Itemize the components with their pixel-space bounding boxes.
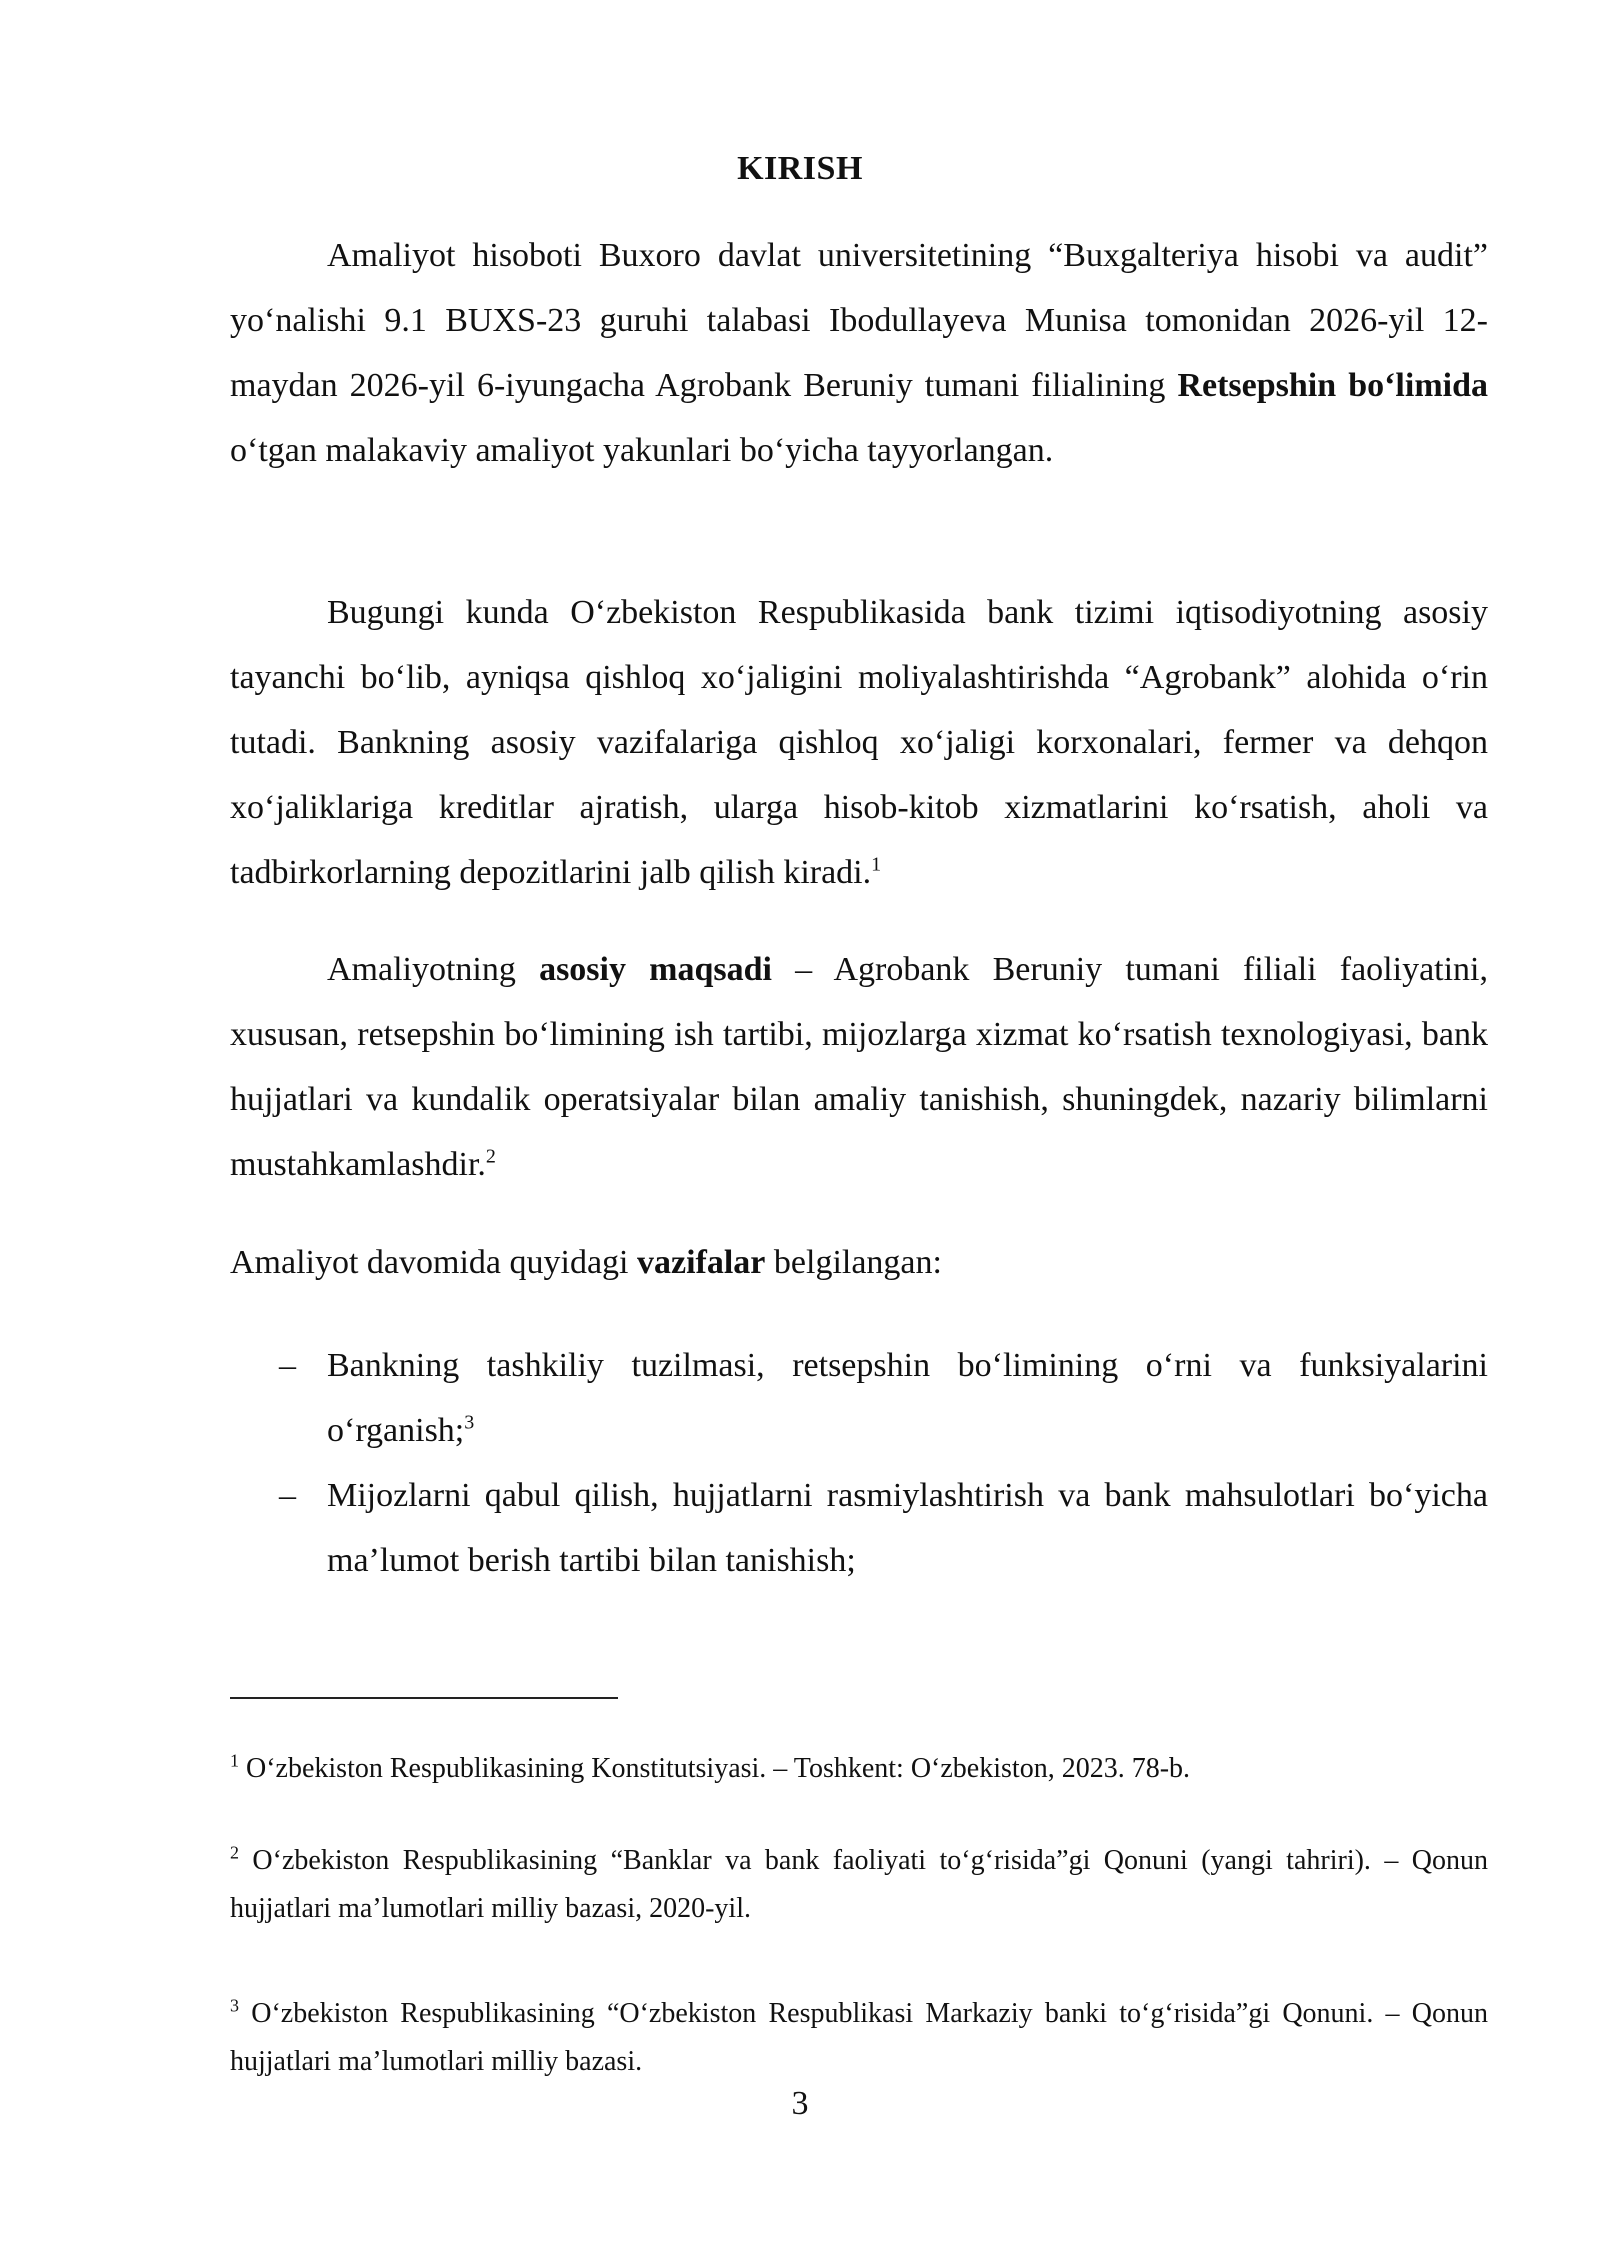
footnote-reference[interactable]: 2 <box>485 1145 496 1168</box>
page-number: 3 <box>791 2085 809 2122</box>
list-item-text: Mijozlarni qabul qilish, hujjatlarni rasmiylashtirish va bank mahsulotlari bo‘yicha ma’lumot berish tartibi bilan tanishish; <box>327 1477 1488 1579</box>
tasks-list <box>230 1333 1488 1593</box>
footnote-text: O‘zbekiston Respublikasining Konstitutsiyasi. – Toshkent: O‘zbekiston, 2023. 78-b. <box>239 1753 1191 1784</box>
paragraph-text: Amaliyot davomida quyidagi <box>230 1244 637 1281</box>
list-item <box>230 1333 1488 1463</box>
footnote-number: 2 <box>230 1842 239 1863</box>
intro-paragraph-3 <box>230 937 1488 1197</box>
bold-phrase: asosiy maqsadi <box>539 951 772 988</box>
footnote-reference[interactable]: 1 <box>871 853 882 876</box>
footnote-separator <box>230 1697 618 1699</box>
footnote-1 <box>230 1745 1488 1793</box>
footnote-text: O‘zbekiston Respublikasining “O‘zbekiston Respublikasi Markaziy banki to‘g‘risida”gi Qonuni. – Qonun hujjatlari ma’lumotlari milliy bazasi. <box>230 1998 1488 2077</box>
bold-phrase: vazifalar <box>637 1244 766 1281</box>
footnote-number: 3 <box>230 1995 239 2016</box>
paragraph-text: – Agrobank Beruniy tumani filiali faoliyatini, xususan, retsepshin bo‘limining ish tartibi, mijozlarga xizmat ko‘rsatish texnologiyasi, bank hujjatlari va kundalik operatsiyalar bilan amaliy tanishish, shuningdek, nazariy bilimlarni mustahkamlashdir. <box>230 951 1488 1183</box>
paragraph-text: Amaliyotning <box>327 951 540 988</box>
bold-phrase: Retsepshin bo‘limida <box>1177 367 1488 404</box>
intro-paragraph-1 <box>230 223 1488 483</box>
paragraph-text: Amaliyot hisoboti Buxoro davlat universitetining “Buxgalteriya hisobi va audit” yo‘nalishi 9.1 BUXS-23 guruhi talabasi Ibodullayeva Munisa tomonidan 2026-yil 12-maydan 2026-yil 6-iyungacha Agrobank Beruniy tumani filialining <box>230 237 1488 404</box>
dash-bullet: – <box>279 1347 296 1384</box>
paragraph-text: o‘tgan malakaviy amaliyot yakunlari bo‘yicha tayyorlangan. <box>230 432 1054 469</box>
footnote-3 <box>230 1990 1488 2086</box>
intro-paragraph-4 <box>230 1230 1488 1295</box>
page-title: KIRISH <box>737 150 863 187</box>
paragraph-text: belgilangan: <box>765 1244 942 1281</box>
footnote-number: 1 <box>230 1750 239 1771</box>
paragraph-text: Bugungi kunda O‘zbekiston Respublikasida bank tizimi iqtisodiyotning asosiy tayanchi bo‘lib, ayniqsa qishloq xo‘jaligini moliyalashtirishda “Agrobank” alohida o‘rin tutadi. Bankning asosiy vazifalariga qishloq xo‘jaligi korxonalari, fermer va dehqon xo‘jaliklariga kreditlar ajratish, ularga hisob-kitob xizmatlarini ko‘rsatish, aholi va tadbirkorlarning depozitlarini jalb qilish kiradi. <box>230 594 1488 891</box>
intro-paragraph-2 <box>230 580 1488 905</box>
dash-bullet: – <box>279 1477 296 1514</box>
list-item-text: Bankning tashkiliy tuzilmasi, retsepshin bo‘limining o‘rni va funksiyalarini o‘rganish; <box>327 1347 1488 1449</box>
footnote-text: O‘zbekiston Respublikasining “Banklar va bank faoliyati to‘g‘risida”gi Qonuni (yangi tahriri). – Qonun hujjatlari ma’lumotlari milliy bazasi, 2020-yil. <box>230 1845 1488 1924</box>
footnote-2 <box>230 1837 1488 1933</box>
footnote-reference[interactable]: 3 <box>464 1411 475 1434</box>
list-item <box>230 1463 1488 1593</box>
